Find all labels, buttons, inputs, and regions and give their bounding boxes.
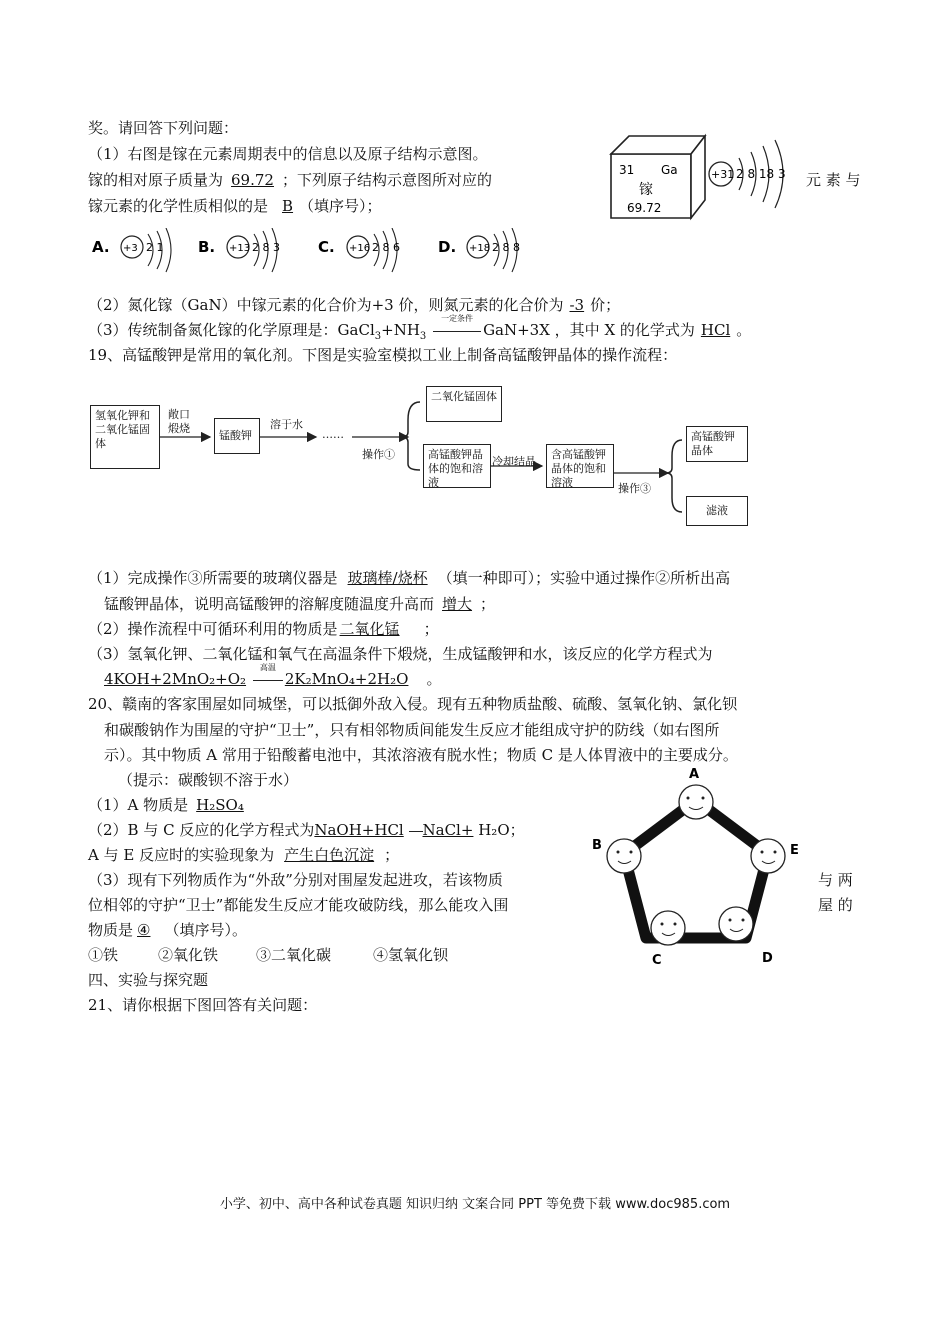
electron-shells: 2 8 6	[372, 241, 400, 254]
text-line: 和碳酸钠作为围屋的守护“卫士”，只有相邻物质间能发生反应才能组成守护的防线（如右图所	[104, 721, 720, 739]
atom-option-letter: D.	[438, 238, 457, 256]
atom-option-3	[318, 228, 400, 272]
flow-op-label: 操作③	[618, 482, 651, 495]
atomic-mass: 69.72	[627, 201, 662, 215]
atom-option-1	[92, 228, 171, 272]
text-line: （3）传统制备氮化镓的化学原理是：$GaCl_3+NH_3$ 一定条件 GaN+3X ，其中 X 的化学式为 HCl 。	[88, 314, 752, 342]
choices	[88, 944, 448, 965]
flowchart	[90, 380, 790, 540]
answer-blank: HCl	[700, 321, 731, 339]
electron-shells: 2 8 8	[492, 241, 520, 254]
label-C: C	[652, 953, 662, 968]
flow-arrow-label: 冷却结晶	[492, 455, 536, 468]
label-A: A	[689, 767, 700, 782]
answer-blank: 二氧化锰	[339, 620, 400, 638]
flow-arrow-label: 溶于水	[270, 418, 303, 431]
electron-shells: 2 8 3	[252, 241, 280, 254]
answer-blank: 玻璃棒/烧杯	[347, 569, 428, 587]
nucleus-charge: +18	[469, 243, 491, 254]
answer-blank: NaCl+	[422, 821, 474, 839]
reaction-condition: 一定条件	[441, 314, 474, 323]
page-footer: 小学、初中、高中各种试卷真题 知识归纳 文案合同 PPT 等免费下载 www.doc985.com	[219, 1197, 731, 1212]
guard-C	[651, 911, 685, 945]
question-21: 21、请你根据下图回答有关问题：	[88, 996, 318, 1014]
nucleus-charge: +13	[229, 243, 251, 254]
text-line: （3）氢氧化钾、二氧化锰和氧气在高温条件下煅烧，生成锰酸钾和水，该反应的化学方程式为	[88, 645, 713, 663]
flow-op-label: 操作①	[362, 448, 395, 461]
answer-blank: 增大	[442, 595, 473, 613]
text-line: （1）右图是镓在元素周期表中的信息以及原子结构示意图。	[88, 145, 488, 163]
flow-box-manganate: 锰酸钾	[214, 418, 260, 454]
nucleus-charge: +31	[711, 168, 735, 181]
text-line: 与 两	[818, 871, 853, 889]
text-line: 奖。请回答下列问题：	[88, 119, 239, 137]
answer-blank: 2K₂MnO₄+2H₂O	[284, 670, 409, 688]
text-line: 锰酸钾晶体，说明高锰酸钾的溶解度随温度升高而 增大 ；	[104, 595, 496, 613]
guard-B	[607, 839, 641, 873]
text-line: 元 素 与	[806, 171, 861, 189]
atom-option-letter: C.	[318, 238, 335, 256]
label-D: D	[762, 951, 773, 966]
answer-blank: NaOH+HCl	[314, 821, 404, 839]
choice-4: ④氢氧化钡	[373, 946, 449, 964]
answer-blank: ④	[137, 921, 151, 939]
atom-option-letter: A.	[92, 238, 110, 256]
electron-shells: 2 8 18 3	[736, 167, 786, 181]
nucleus-charge: +3	[123, 243, 138, 254]
nucleus-charge: +16	[349, 243, 371, 254]
electron-shells: 2 1	[146, 241, 164, 254]
atomic-number: 31	[619, 163, 635, 177]
text-line: （1）A 物质是 H₂SO₄	[88, 796, 244, 814]
text-line: （1）完成操作③所需要的玻璃仪器是 玻璃棒/烧杯 （填一种即可）；实验中通过操作②所析出高	[88, 569, 731, 587]
choice-2: ②氧化铁	[158, 946, 219, 964]
flow-box-crystal: 高锰酸钾晶体	[686, 426, 748, 462]
atom-option-letter: B.	[198, 238, 216, 256]
answer-blank: H₂SO₄	[196, 796, 244, 814]
atom-options	[92, 228, 532, 278]
flow-box-saturated: 高锰酸钾晶体的饱和溶液	[423, 444, 491, 488]
guard-A	[679, 785, 713, 819]
flow-arrows	[90, 380, 790, 540]
text-line: （3）现有下列物质作为“外敌”分别对围屋发起进攻，若该物质	[88, 871, 503, 889]
text-line: 物质是 ④ （填序号）。	[88, 921, 247, 939]
answer-blank: 69.72	[231, 171, 274, 189]
atom-option-2	[198, 228, 280, 272]
answer-blank: -3	[569, 296, 585, 314]
label-B: B	[592, 838, 602, 853]
gallium-element-card	[605, 128, 800, 223]
flow-arrow-label: 敞口煅烧	[168, 408, 190, 435]
reaction-condition: 高温	[259, 663, 276, 672]
text-line: 屋 的	[818, 896, 853, 914]
guard-D	[719, 907, 753, 941]
flow-box-mno2: 二氧化锰固体	[426, 386, 502, 422]
text-line: 镓的相对原子质量为 69.72 ；下列原子结构示意图所对应的	[88, 171, 492, 189]
flow-box-filtrate: 滤液	[686, 496, 748, 526]
choice-3: ③二氧化碳	[256, 946, 332, 964]
text-line: （提示：碳酸钡不溶于水）	[118, 771, 299, 789]
flow-box-crystal-solution: 含高锰酸钾晶体的饱和溶液	[546, 444, 614, 488]
element-symbol: Ga	[661, 163, 678, 177]
guard-E	[751, 839, 785, 873]
answer-blank: 4KOH+2MnO₂+O₂	[104, 670, 247, 688]
answer-blank: 产生白色沉淀	[284, 846, 375, 864]
question-20: 20、赣南的客家围屋如同城堡，可以抵御外敌入侵。现有五种物质盐酸、硫酸、氢氧化钠、氯化钡	[88, 695, 738, 713]
text-line: 位相邻的守护“卫士”都能发生反应才能攻破防线，那么能攻入围	[88, 896, 509, 914]
element-name: 镓	[639, 182, 653, 198]
text-line: A 与 E 反应时的实验现象为 产生白色沉淀 ；	[88, 846, 400, 864]
text-line: 示）。其中物质 A 常用于铅酸蓄电池中，其浓溶液有脱水性；物质 C 是人体胃液中的主要成分。	[104, 746, 738, 764]
flow-box-start: 氢氧化钾和二氧化锰固体	[90, 405, 160, 469]
text-line: 镓元素的化学性质相似的是 B （填序号）；	[88, 197, 382, 215]
text-line: 4KOH+2MnO₂+O₂ 高温 2K₂MnO₄+2H₂O 。	[104, 663, 442, 688]
pentagon-diagram	[588, 762, 810, 968]
choice-1: ①铁	[88, 946, 119, 964]
section-heading: 四、实验与探究题	[88, 971, 209, 989]
atom-option-4	[438, 228, 520, 272]
text-line: （2）B 与 C 反应的化学方程式为NaOH+HCl NaCl+ H₂O；	[88, 821, 525, 839]
text-line: （2）操作流程中可循环利用的物质是 二氧化锰 ；	[88, 620, 439, 638]
text-line: （2）氮化镓（GaN）中镓元素的化合价为+3 价，则氮元素的化合价为 -3 价；	[88, 296, 621, 314]
label-E: E	[790, 843, 799, 858]
answer-blank: B	[282, 197, 294, 215]
question-19: 19、高锰酸钾是常用的氧化剂。下图是实验室模拟工业上制备高锰酸钾晶体的操作流程：	[88, 346, 678, 364]
atom-options-svg	[92, 228, 532, 278]
flow-dots: ……	[322, 428, 344, 441]
